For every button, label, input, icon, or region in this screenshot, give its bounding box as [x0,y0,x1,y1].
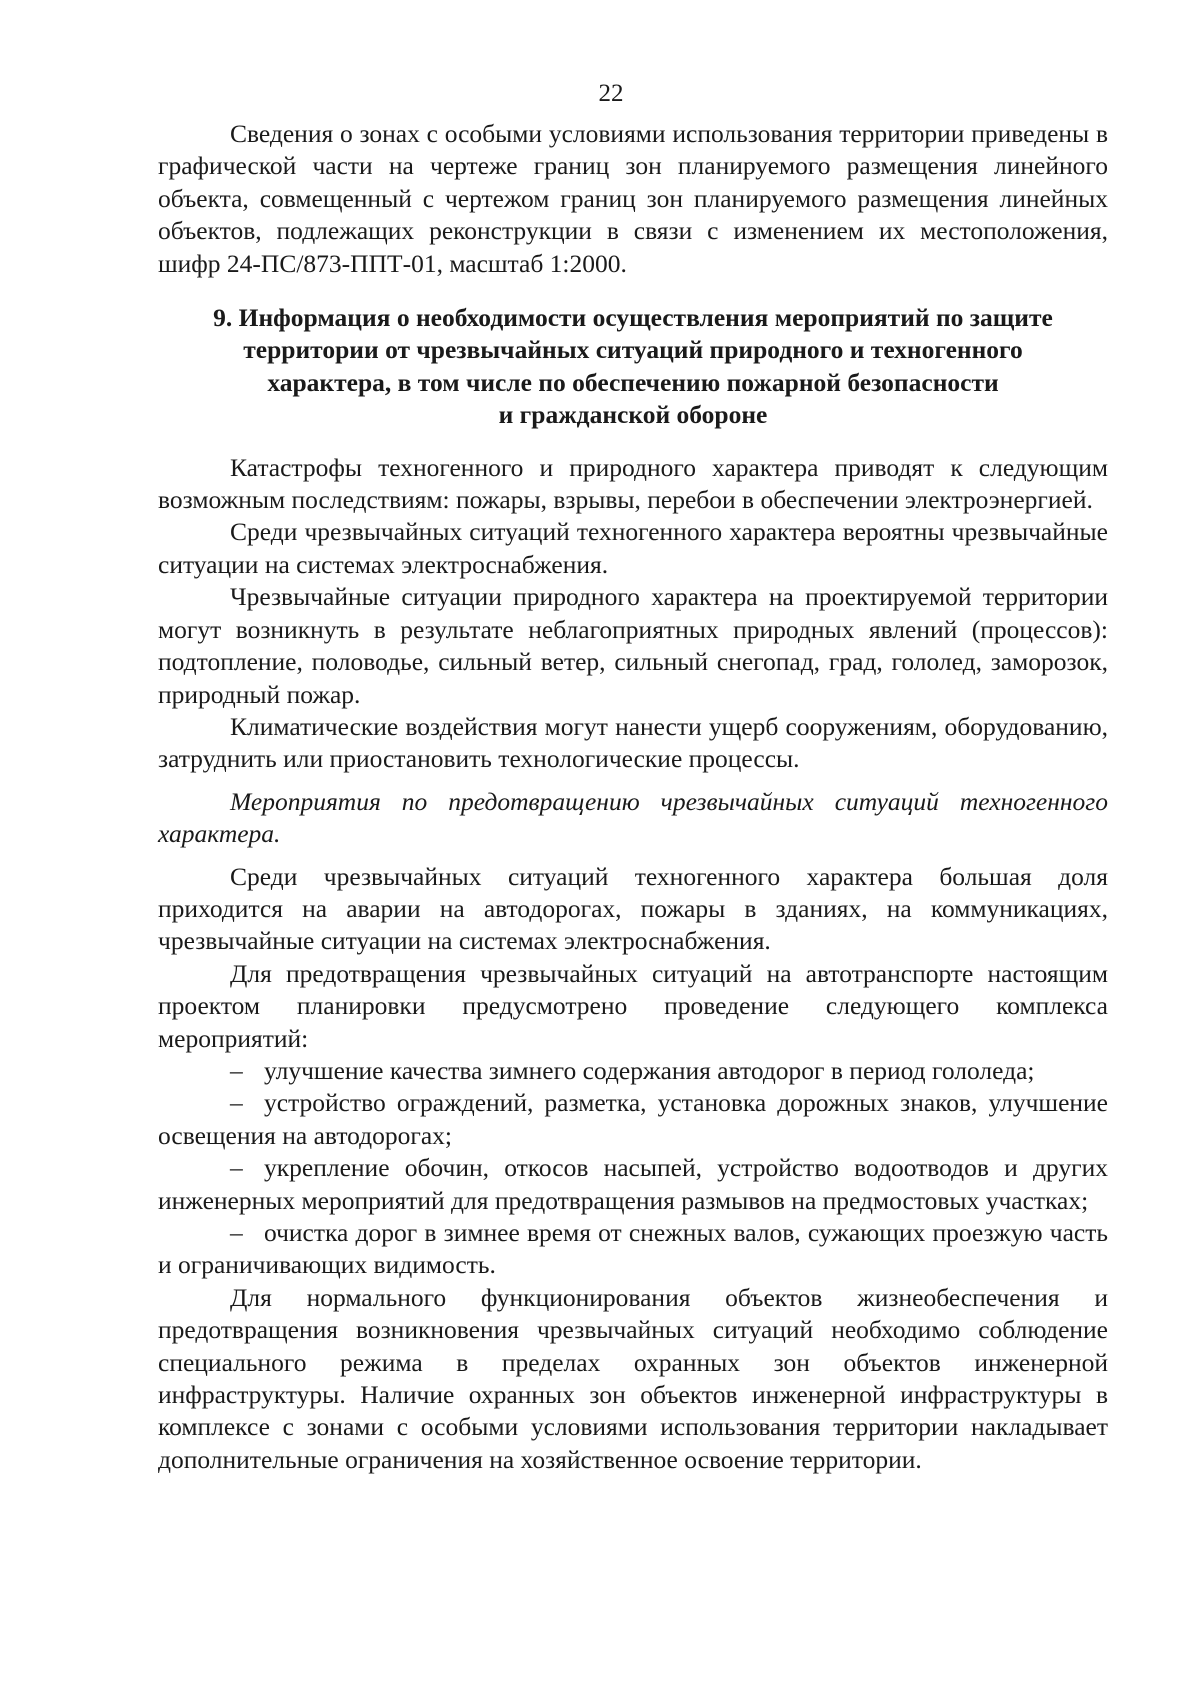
paragraph-technogenic: Среди чрезвычайных ситуаций техногенного характера вероятны чрезвычайные ситуации на системах электроснабжения. [158,517,1108,579]
section-heading-line: и гражданской обороне [498,400,768,430]
paragraph-natural: Чрезвычайные ситуации природного характера на проектируемой территории могут возникнуть в результате неблагоприятных природных явлений (процессов): подтопление, половодье, сильный ветер, сильный снегопад, град, гололед, заморозок, природный пожар. [158,582,1108,709]
list-marker: – [230,1055,243,1085]
list-marker: – [230,1153,243,1183]
list-item-text: укрепление обочин, откосов насыпей, устройство водоотводов и других инженерных мероприятий для предотвращения размывов на предмостовых участках; [158,1153,1108,1215]
list-item [158,1055,1108,1087]
list-item-text: устройство ограждений, разметка, установка дорожных знаков, улучшение освещения на автодорогах; [158,1088,1108,1150]
section-heading [158,302,1108,432]
section-heading-line: территории от чрезвычайных ситуаций природного и техногенного [243,335,1023,365]
paragraph-climate: Климатические воздействия могут нанести ущерб сооружениям, оборудованию, затруднить или приостановить технологические процессы. [158,711,1108,774]
section-heading-line: 9. Информация о необходимости осуществления мероприятий по защите [213,303,1053,333]
section-heading-line: характера, в том числе по обеспечению пожарной безопасности [267,367,999,397]
intro-paragraph: Сведения о зонах с особыми условиями использования территории приведены в графической части на чертеже границ зон планируемого размещения линейного объекта, совмещенный с чертежом границ зон планируемого размещения линейных объектов, подлежащих реконструкции в связи с изменением их местоположения, шифр 24-ПС/873-ППТ-01, масштаб 1:2000. [158,119,1108,278]
page-number: 22 [598,80,624,107]
subheading-measures: Мероприятия по предотвращению чрезвычайных ситуаций техногенного характера. [158,786,1108,849]
list-marker: – [230,1218,243,1247]
list-item [158,1152,1108,1217]
paragraph-emergency-share: Среди чрезвычайных ситуаций техногенного характера большая доля приходится на аварии на автодорогах, пожары в зданиях, на коммуникациях, чрезвычайные ситуации на системах электроснабжения. [158,861,1108,956]
paragraph-consequences: Катастрофы техногенного и природного характера приводят к следующим возможным последствиям: пожары, взрывы, перебои в обеспечении электроэнергией. [158,452,1108,515]
paragraph-prevention-intro: Для предотвращения чрезвычайных ситуаций на автотранспорте настоящим проектом планировки предусмотрено проведение следующего комплекса мероприятий: [158,958,1108,1053]
paragraph-protection-zones: Для нормального функционирования объектов жизнеобеспечения и предотвращения возникновения чрезвычайных ситуаций необходимо соблюдение специального режима в пределах охранных зон объектов инженерной инфраструктуры. Наличие охранных зон объектов инженерной инфраструктуры в комплексе с зонами с особыми условиями использования территории накладывает дополнительные ограничения на хозяйственное освоение территории. [158,1282,1108,1474]
list-marker: – [230,1088,243,1118]
list-item-text: очистка дорог в зимнее время от снежных валов, сужающих проезжую часть и ограничивающих видимость. [158,1218,1108,1280]
list-item [158,1217,1108,1282]
list-item [158,1087,1108,1152]
list-item-text: улучшение качества зимнего содержания автодорог в период гололеда; [264,1055,1035,1085]
